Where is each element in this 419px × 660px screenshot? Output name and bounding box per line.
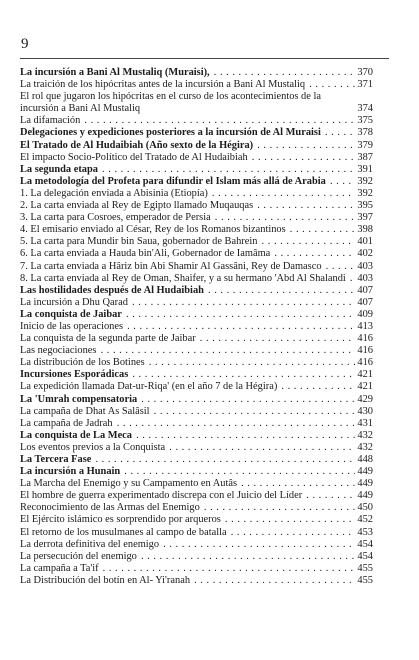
toc-entry-title-text: El retorno de los musulmanes al campo de batalla: [20, 526, 227, 538]
toc-entry-title: [20, 79, 373, 91]
toc-entry-page: 432: [357, 441, 373, 453]
toc-entry: [20, 563, 373, 575]
toc-entry: [20, 115, 373, 127]
toc-entry: [20, 466, 373, 478]
toc-entry: [20, 79, 373, 91]
toc-entry: [20, 502, 373, 514]
toc-entry-title-text: El rol que jugaron los hipócritas en el curso de los acontecimientos de la incursión a Bani Al Mustaliq: [20, 91, 321, 115]
toc-entry-title-text: El Ejército islámico es sorprendido por arqueros: [20, 514, 221, 526]
toc-entry: [20, 261, 373, 273]
toc-entry-title-text: La difamación: [20, 115, 81, 127]
toc-entry-title: [20, 140, 373, 152]
toc-entry-title: [20, 345, 373, 357]
toc-entry-title-text: La incursión a Bani Al Mustaliq (Muraisi),: [20, 67, 210, 78]
toc-entry-page: 450: [357, 502, 373, 514]
toc-entry-page: 449: [357, 466, 373, 478]
toc-entry-page: 454: [357, 550, 373, 562]
toc-entry-title-text: La Marcha del Enemigo y su Campamento en Autâs: [20, 478, 237, 490]
toc-entry-title-text: La campaña de Dhat As Salâsil: [20, 405, 150, 417]
toc-entry-title: [20, 478, 373, 490]
toc-entry-title: [20, 394, 373, 406]
toc-entry-title-text: La 'Umrah compensatoria: [20, 393, 138, 405]
toc-entry: [20, 454, 373, 466]
header-rule: [20, 58, 389, 59]
toc-entry-page: 407: [357, 284, 373, 296]
toc-entry-page: 429: [357, 393, 373, 405]
toc-entry-title: [20, 466, 373, 478]
toc-entry-page: 455: [357, 562, 373, 574]
toc-entry-page: 387: [357, 151, 373, 163]
toc-entry-title-text: 3. La carta para Cosroes, emperador de Persia: [20, 212, 211, 224]
toc-entry: [20, 91, 373, 115]
toc-entry-page: 449: [357, 490, 373, 502]
toc-entry-page: 421: [357, 381, 373, 393]
toc-entry-page: 374: [357, 103, 373, 115]
toc-entry-page: 392: [357, 187, 373, 199]
toc-entry-page: 421: [357, 369, 373, 381]
toc-entry-title: [20, 164, 373, 176]
toc-entry: [20, 333, 373, 345]
toc-entry-page: 432: [357, 429, 373, 441]
toc-entry-page: 395: [357, 200, 373, 212]
toc-entry: [20, 478, 373, 490]
toc-entry-title: [20, 502, 373, 514]
toc-entry: [20, 514, 373, 526]
toc-entry-title: [20, 127, 373, 139]
toc-entry: [20, 309, 373, 321]
toc-entry: [20, 418, 373, 430]
toc-entry-title: [20, 115, 373, 127]
toc-entry-page: 371: [357, 79, 373, 91]
toc-entry-title: [20, 527, 373, 539]
toc-entry-page: 379: [357, 139, 373, 151]
toc-entry-title-text: La incursión a Hunain: [20, 466, 121, 478]
toc-entry-page: 416: [357, 333, 373, 345]
toc-entry: [20, 490, 373, 502]
toc-entry: [20, 369, 373, 381]
toc-entry-page: 453: [357, 526, 373, 538]
toc-entry-title-text: 8. La carta enviada al Rey de Oman, Shaifer, y a su hermano 'Abd Al Shalandi: [20, 272, 346, 284]
toc-entry-title-text: La derrota definitiva del enemigo: [20, 538, 160, 550]
toc-entry-title: [20, 430, 373, 442]
toc-entry-title-text: La conquista de Jaibar: [20, 308, 122, 320]
toc-entry: [20, 248, 373, 260]
toc-entry-title-text: La campaña a Ta'if: [20, 562, 99, 574]
toc-entry: [20, 575, 373, 587]
toc-entry-title: [20, 406, 373, 418]
toc-entry-title-text: 7. La carta enviada a Hâriz bin Abi Shamir Al Gassâni, Rey de Damasco: [20, 260, 322, 272]
toc-entry-page: 370: [357, 67, 373, 78]
toc-entry-title-text: La persecución del enemigo: [20, 550, 137, 562]
toc-entry-title: [20, 67, 373, 79]
toc-entry-page: 409: [357, 308, 373, 320]
toc-entry: [20, 527, 373, 539]
toc-entry-title-text: La traición de los hipócritas antes de la incursión a Bani Al Mustaliq: [20, 79, 306, 91]
toc-entry: [20, 442, 373, 454]
toc-entry-title: [20, 454, 373, 466]
toc-entry: [20, 394, 373, 406]
toc-entry-title: [20, 333, 373, 345]
toc-entry-title-text: 4. El emisario enviado al César, Rey de los Romanos bizantinos: [20, 224, 286, 236]
toc-entry-page: 454: [357, 538, 373, 550]
toc-entry-title-text: 5. La carta para Mundir bin Saua, gobernador de Bahrein: [20, 236, 258, 248]
toc-entry-title-text: Los eventos previos a la Conquista: [20, 441, 166, 453]
toc-entry-title: [20, 381, 373, 393]
toc-entry-title: [20, 212, 373, 224]
toc-entry-title: [20, 261, 373, 273]
toc-entry-title-text: La metodología del Profeta para difundir el Islam más allá de Arabia: [20, 175, 326, 187]
toc-entry-page: 452: [357, 514, 373, 526]
page-number: 9: [21, 36, 29, 52]
toc-entry-title: [20, 297, 373, 309]
toc-entry-page: 391: [357, 163, 373, 175]
toc-entry-title-text: La expedición llamada Dat-ur-Riqa' (en el año 7 de la Hégira): [20, 381, 278, 393]
toc-entry-title-text: El impacto Socio-Político del Tratado de Al Hudaibiah: [20, 151, 248, 163]
toc-entry: [20, 140, 373, 152]
toc-entry-page: 397: [357, 212, 373, 224]
toc-entry: [20, 188, 373, 200]
toc-entry-page: 403: [357, 272, 373, 284]
toc-entry-title: [20, 357, 373, 369]
toc-entry: [20, 297, 373, 309]
toc-entry-page: 392: [357, 175, 373, 187]
toc-entry-title-text: La conquista de la segunda parte de Jaibar: [20, 333, 196, 345]
toc-entry-title: [20, 91, 373, 115]
toc-entry-title: [20, 285, 373, 297]
toc-entry-title: [20, 514, 373, 526]
toc-entry-title: [20, 224, 373, 236]
toc-entry-page: 449: [357, 478, 373, 490]
toc-entry-page: 407: [357, 296, 373, 308]
toc-entry: [20, 321, 373, 333]
toc-entry-title-text: La conquista de La Meca: [20, 429, 132, 441]
toc-entry-page: 413: [357, 320, 373, 332]
toc-entry-title: [20, 490, 373, 502]
toc-entry-title: [20, 248, 373, 260]
toc-entry-title-text: La Distribución del botín en Al- Yi'ranah: [20, 574, 191, 586]
toc-entry-page: 378: [357, 127, 373, 139]
toc-entry-title-text: Las negociaciones: [20, 345, 97, 357]
toc-entry: [20, 127, 373, 139]
toc-entry-page: 448: [357, 454, 373, 465]
toc-entry-page: 431: [357, 417, 373, 429]
toc-entry-title: [20, 152, 373, 164]
toc-entry-title-text: El Tratado de Al Hudaibiah (Año sexto de la Hégira): [20, 139, 254, 151]
toc-entry: [20, 176, 373, 188]
toc-entry-title: [20, 321, 373, 333]
toc-entry: [20, 67, 373, 79]
toc-entry-title-text: 2. La carta enviada al Rey de Egipto llamado Muqauqas: [20, 200, 254, 212]
toc-entry-title-text: Reconocimiento de las Armas del Enemigo: [20, 502, 200, 514]
toc-entry: [20, 406, 373, 418]
toc-entry-title-text: 1. La delegación enviada a Abisinia (Etiopía): [20, 187, 208, 199]
toc-entry-title-text: Incursiones Esporádicas: [20, 369, 129, 381]
toc-entry-title-text: Inicio de las operaciones: [20, 320, 123, 332]
toc-entry-page: 416: [357, 357, 373, 369]
toc-entry: [20, 345, 373, 357]
toc-entry: [20, 200, 373, 212]
toc-entry: [20, 212, 373, 224]
toc-entry-page: 398: [357, 224, 373, 236]
toc-entry: [20, 551, 373, 563]
toc-entry-title-text: Delegaciones y expediciones posteriores a la incursión de Al Muraisi: [20, 127, 321, 139]
toc-entry-title: [20, 418, 373, 430]
toc-entry-title: [20, 236, 373, 248]
toc-entry-title: [20, 442, 373, 454]
toc-entry: [20, 381, 373, 393]
toc-entry-title: [20, 575, 373, 587]
toc-entry-title-text: La distribución de los Botines: [20, 357, 145, 369]
toc-entry-title-text: 6. La carta enviada a Hauda bin'Ali, Gobernador de Iamâma: [20, 248, 271, 260]
toc-entry-title: [20, 309, 373, 321]
toc-entry-title-text: La Tercera Fase: [20, 454, 92, 465]
toc-entry: [20, 273, 373, 285]
toc-entry-title: [20, 369, 373, 381]
toc-entry: [20, 285, 373, 297]
toc-entry-title: [20, 539, 373, 551]
toc-entry: [20, 224, 373, 236]
toc-entry-title: [20, 273, 373, 285]
toc-entry: [20, 430, 373, 442]
toc-entry-title-text: La campaña de Jadrah: [20, 417, 113, 429]
toc-entry: [20, 152, 373, 164]
toc-entry: [20, 357, 373, 369]
toc-entry-title-text: La incursión a Dhu Qarad: [20, 296, 128, 308]
toc-entry-title: [20, 563, 373, 575]
toc-entry-title: [20, 551, 373, 563]
toc-entry-page: 416: [357, 345, 373, 357]
toc-entry-page: 401: [357, 236, 373, 248]
toc-entry: [20, 164, 373, 176]
toc-entry-page: 455: [357, 574, 373, 586]
toc-entry: [20, 236, 373, 248]
toc-entry-title-text: Las hostilidades después de Al Hudaibiah: [20, 284, 204, 296]
toc-entry-page: 402: [357, 248, 373, 260]
toc-entry-title: [20, 176, 373, 188]
toc-entry-title: [20, 200, 373, 212]
toc-entry-page: 375: [357, 115, 373, 127]
table-of-contents: [20, 67, 373, 587]
toc-entry-page: 430: [357, 405, 373, 417]
toc-entry-title-text: El hombre de guerra experimentado discrepa con el Juicio del Líder: [20, 490, 303, 502]
toc-entry-title: [20, 188, 373, 200]
toc-entry-title-text: La segunda etapa: [20, 163, 98, 175]
toc-entry: [20, 539, 373, 551]
toc-entry-page: 403: [357, 260, 373, 272]
